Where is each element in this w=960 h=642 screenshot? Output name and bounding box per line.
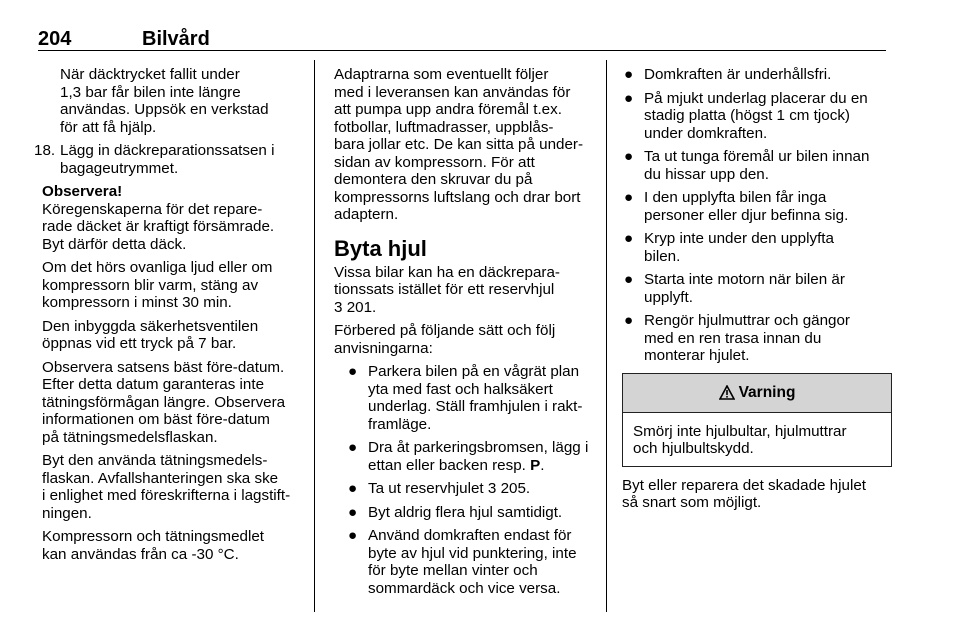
step-number: 18.	[34, 142, 56, 159]
paragraph-temperature: Kompressorn och tätningsmedlet kan användas från ca -30 °C.	[42, 528, 265, 563]
list-item: ● Ta ut reservhjulet 3 205.	[348, 480, 531, 497]
bullet-icon: ●	[348, 363, 358, 380]
column-divider-right	[606, 60, 607, 612]
paragraph-prepare: Förbered på följande sätt och följ anvisningarna:	[334, 322, 556, 357]
paragraph-replace-bottle: Byt den använda tätningsmedels- flaskan. Avfallshanteringen ska ske i enlighet med föreskrifterna i lagstift- ningen.	[42, 452, 291, 522]
column-divider-left	[314, 60, 315, 612]
warning-header	[623, 374, 891, 413]
bullet-icon: ●	[624, 89, 634, 107]
list-item: ● Kryp inte under den upplyfta bilen.	[624, 230, 834, 265]
column-2	[334, 66, 596, 603]
paragraph-compressor-noise: Om det hörs ovanliga ljud eller om kompressorn blir varm, stäng av kompressorn i minst 30 min.	[42, 259, 273, 311]
preparation-list	[334, 363, 596, 597]
list-item: ● Rengör hjulmuttrar och gängor med en ren trasa innan du monterar hjulet.	[624, 312, 850, 364]
page-reference-link[interactable]: 201.	[346, 298, 377, 316]
page-header	[38, 26, 886, 51]
reference-arrow-icon: 3	[334, 298, 343, 316]
section-title: Bilvård	[142, 28, 210, 50]
bullet-icon: ●	[348, 439, 358, 456]
column-3	[622, 66, 892, 518]
list-item: ● Dra åt parkeringsbromsen, lägg i ettan eller backen resp. P.	[348, 439, 589, 474]
list-item: ● Använd domkraften endast för byte av hjul vid punktering, inte för byte mellan vinter och sommardäck och vice versa.	[348, 527, 577, 597]
jack-safety-list	[622, 66, 892, 365]
note-title: Observera!	[42, 183, 123, 200]
section-heading: Byta hjul	[334, 235, 427, 261]
bullet-icon: ●	[348, 480, 358, 497]
paragraph-adapters: Adaptrarna som eventuellt följer med i leveransen kan användas för att pumpa upp andra föremål t.ex. fotbollar, luftmadrasser, uppblås- bara jollar etc. De kan sitta på under- sidan av kompressorn. För att demontera den skruvar du på kompressorns luftslang och drar bort adaptern.	[334, 66, 584, 223]
list-item: ● Parkera bilen på en vågrät plan yta med fast och halksäkert underlag. Ställ framhjulen i rakt- framläge.	[348, 363, 583, 433]
bullet-icon: ●	[348, 503, 358, 521]
reference-arrow-icon: 3	[487, 480, 497, 497]
page-number: 204	[38, 28, 72, 50]
bullet-icon: ●	[624, 66, 634, 83]
paragraph-safety-valve: Den inbyggda säkerhetsventilen öppnas vid ett tryck på 7 bar.	[42, 317, 259, 352]
paragraph-best-before: Observera satsens bäst före-datum. Efter detta datum garanteras inte tätningsförmågan längre. Observera informationen om bäst före-datum på tätningsmedelsflaskan.	[42, 358, 286, 446]
bullet-icon: ●	[624, 230, 634, 247]
paragraph-closing: Byt eller reparera det skadade hjulet så snart som möjligt.	[622, 476, 866, 511]
list-item: ● På mjukt underlag placerar du en stadig platta (högst 1 cm tjock) under domkraften.	[624, 89, 868, 142]
list-item: ● I den upplyfta bilen får inga personer eller djur befinna sig.	[624, 189, 849, 224]
note-text: Köregenskaperna för det repare- rade däcket är kraftigt försämrade. Byt därför detta däck.	[42, 200, 275, 253]
column-1	[34, 66, 304, 569]
list-item: ● Byt aldrig flera hjul samtidigt.	[348, 503, 563, 521]
list-item: ● Ta ut tunga föremål ur bilen innan du hissar upp den.	[624, 148, 870, 183]
bullet-icon: ●	[624, 148, 634, 165]
warning-text: Smörj inte hjulbultar, hjulmuttrar och hjulbultskydd.	[633, 422, 847, 457]
continued-step-text: När däcktrycket fallit under 1,3 bar får bilen inte längre användas. Uppsök en verkstad för att få hjälp.	[60, 66, 269, 136]
list-item: ● Starta inte motorn när bilen är upplyft.	[624, 271, 845, 306]
warning-box	[622, 373, 892, 467]
list-item: ● Domkraften är underhållsfri.	[624, 66, 832, 83]
warning-triangle-icon	[719, 385, 735, 400]
step-18: 18. Lägg in däckreparationssatsen i bagageutrymmet.	[34, 142, 275, 177]
paragraph-spare-wheel: Vissa bilar kan ha en däckrepara- tionssats istället för ett reservhjul 3 201.	[334, 263, 560, 316]
bullet-icon: ●	[624, 312, 634, 329]
bullet-icon: ●	[348, 527, 358, 544]
bullet-icon: ●	[624, 271, 634, 288]
bullet-icon: ●	[624, 189, 634, 206]
page-reference-link[interactable]: 205.	[500, 480, 531, 497]
warning-title: Varning	[738, 383, 796, 401]
